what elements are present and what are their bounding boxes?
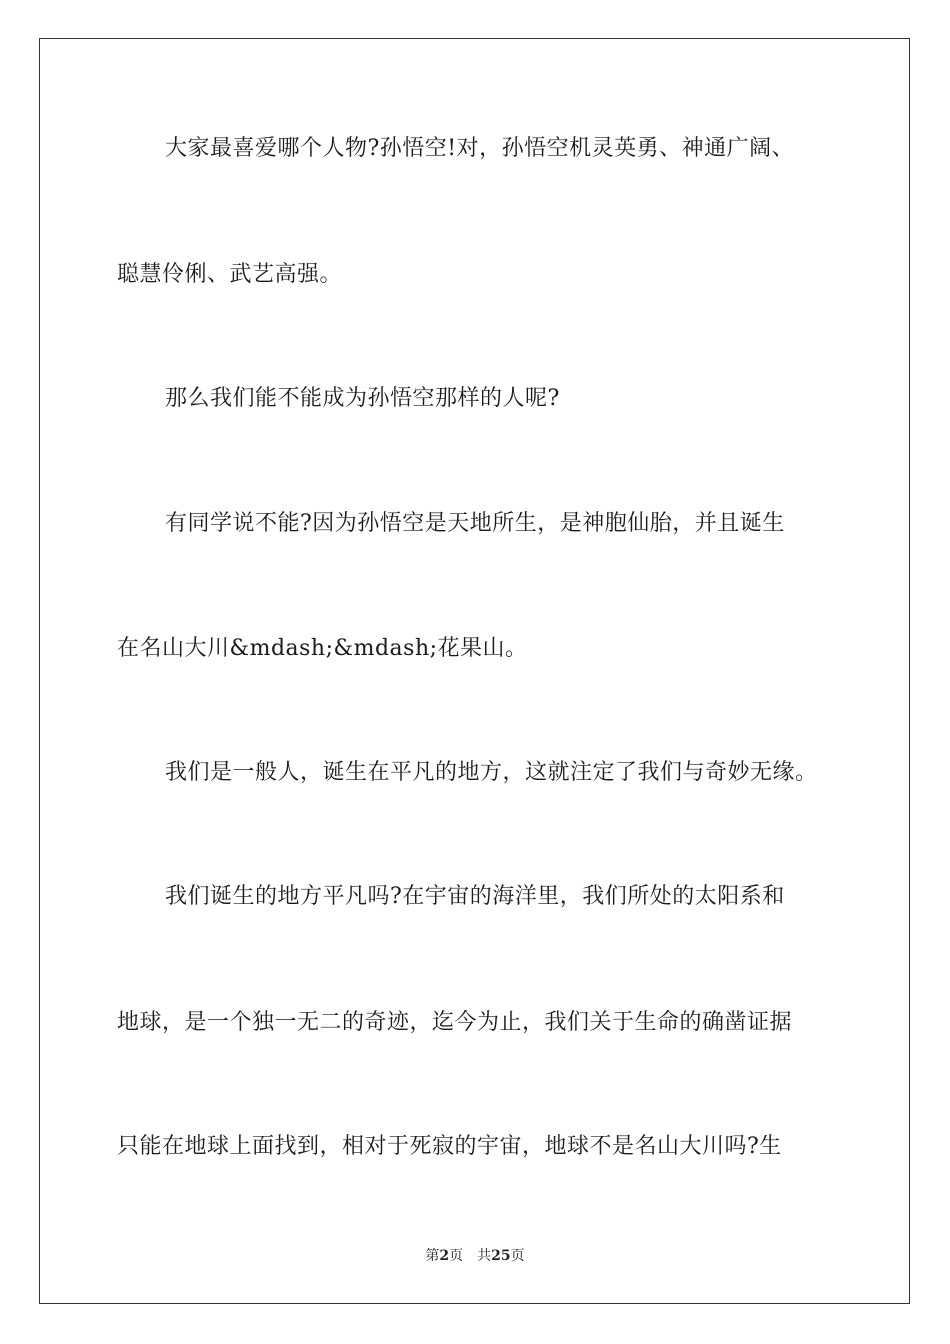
- total-prefix: 共: [477, 1248, 492, 1264]
- paragraph-line: 我们诞生的地方平凡吗?在宇宙的海洋里，我们所处的太阳系和: [165, 884, 785, 909]
- paragraph-line: 我们是一般人，诞生在平凡的地方，这就注定了我们与奇妙无缘。: [165, 760, 818, 785]
- page-border: [39, 38, 910, 1304]
- total-suffix: 页: [510, 1248, 525, 1264]
- paragraph-line: 大家最喜爱哪个人物?孙悟空!对，孙悟空机灵英勇、神通广阔、: [165, 136, 795, 161]
- paragraph-line: 地球，是一个独一无二的奇迹，迄今为止，我们关于生命的确凿证据: [117, 1010, 793, 1035]
- page-total: 25: [491, 1248, 511, 1264]
- paragraph-line: 那么我们能不能成为孙悟空那样的人呢?: [165, 386, 560, 411]
- paragraph-line: 在名山大川&mdash;&mdash;花果山。: [117, 636, 528, 661]
- page-suffix: 页: [449, 1248, 464, 1264]
- page-number: 2: [439, 1248, 450, 1264]
- paragraph-line: 只能在地球上面找到，相对于死寂的宇宙，地球不是名山大川吗?生: [117, 1134, 782, 1159]
- page-prefix: 第: [425, 1248, 440, 1264]
- paragraph-line: 聪慧伶俐、武艺高强。: [117, 262, 343, 287]
- page-footer: [0, 1246, 950, 1266]
- paragraph-line: 有同学说不能?因为孙悟空是天地所生，是神胞仙胎，并且诞生: [165, 511, 785, 536]
